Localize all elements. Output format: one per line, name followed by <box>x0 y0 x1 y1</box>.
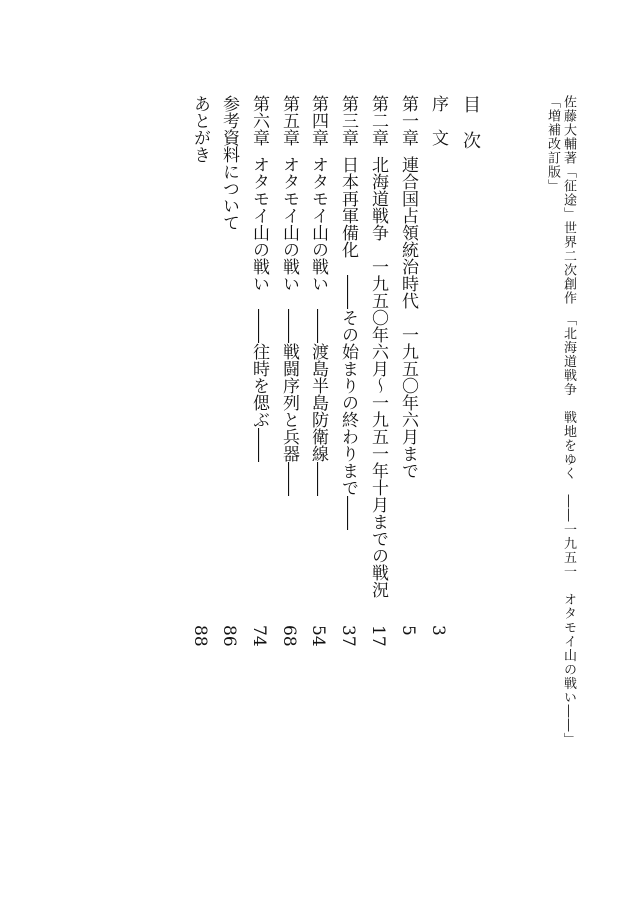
toc-page-number: 68 <box>279 625 299 647</box>
edition-label: 「増補改訂版」 <box>545 95 560 193</box>
toc-chapter-label: 第三章 <box>338 95 358 146</box>
toc-chapter-label: 第六章 <box>249 95 269 146</box>
toc-page-number: 17 <box>368 625 388 647</box>
toc-entry-chapter-1 <box>399 95 416 479</box>
toc-entry-chapter-3 <box>339 95 356 530</box>
toc-chapter-label: 序 文 <box>428 95 448 146</box>
toc-entry-chapter-6 <box>250 95 267 462</box>
toc-entry-chapter-4 <box>309 95 326 496</box>
toc-chapter-title: 北海道戦争 一九五〇年六月～一九五一年十月までの戦況 <box>368 156 388 598</box>
book-series-title: 佐藤大輔著「征途」世界二次創作 「北海道戦争 戦地をゆく ――一九五一 オタモイ山の戦い――」 <box>561 95 576 747</box>
toc-entry-preface <box>429 95 446 146</box>
toc-chapter-label: 参考資料について <box>219 95 239 231</box>
toc-page-number: 37 <box>338 625 358 647</box>
toc-chapter-label: 第五章 <box>279 95 299 146</box>
toc-page-number: 86 <box>219 625 239 647</box>
toc-page-number: 54 <box>308 625 328 647</box>
toc-chapter-title: オタモイ山の戦い ――渡島半島防衛線―― <box>308 156 328 496</box>
toc-chapter-label: 第一章 <box>398 95 418 146</box>
toc-chapter-label: 第二章 <box>368 95 388 146</box>
toc-chapter-label: あとがき <box>190 95 210 163</box>
toc-entry-afterword <box>191 95 208 163</box>
toc-chapter-title: 日本再軍備化 ――その始まりの終わりまで―― <box>338 156 358 530</box>
toc-page-number: 5 <box>398 625 418 636</box>
toc-chapter-title: オタモイ山の戦い ――往時を偲ぶ―― <box>249 156 269 462</box>
toc-entry-chapter-5 <box>280 95 297 496</box>
toc-page-number: 3 <box>428 625 448 636</box>
toc-chapter-title: オタモイ山の戦い ――戦闘序列と兵器―― <box>279 156 299 496</box>
toc-title: 目 次 <box>460 95 481 149</box>
toc-page-number: 88 <box>190 625 210 647</box>
toc-chapter-title: 連合国占領統治時代 一九五〇年六月まで <box>398 156 418 479</box>
toc-entry-references <box>220 95 237 231</box>
toc-entry-chapter-2 <box>369 95 386 598</box>
toc-chapter-label: 第四章 <box>308 95 328 146</box>
toc-page-number: 74 <box>249 625 269 647</box>
